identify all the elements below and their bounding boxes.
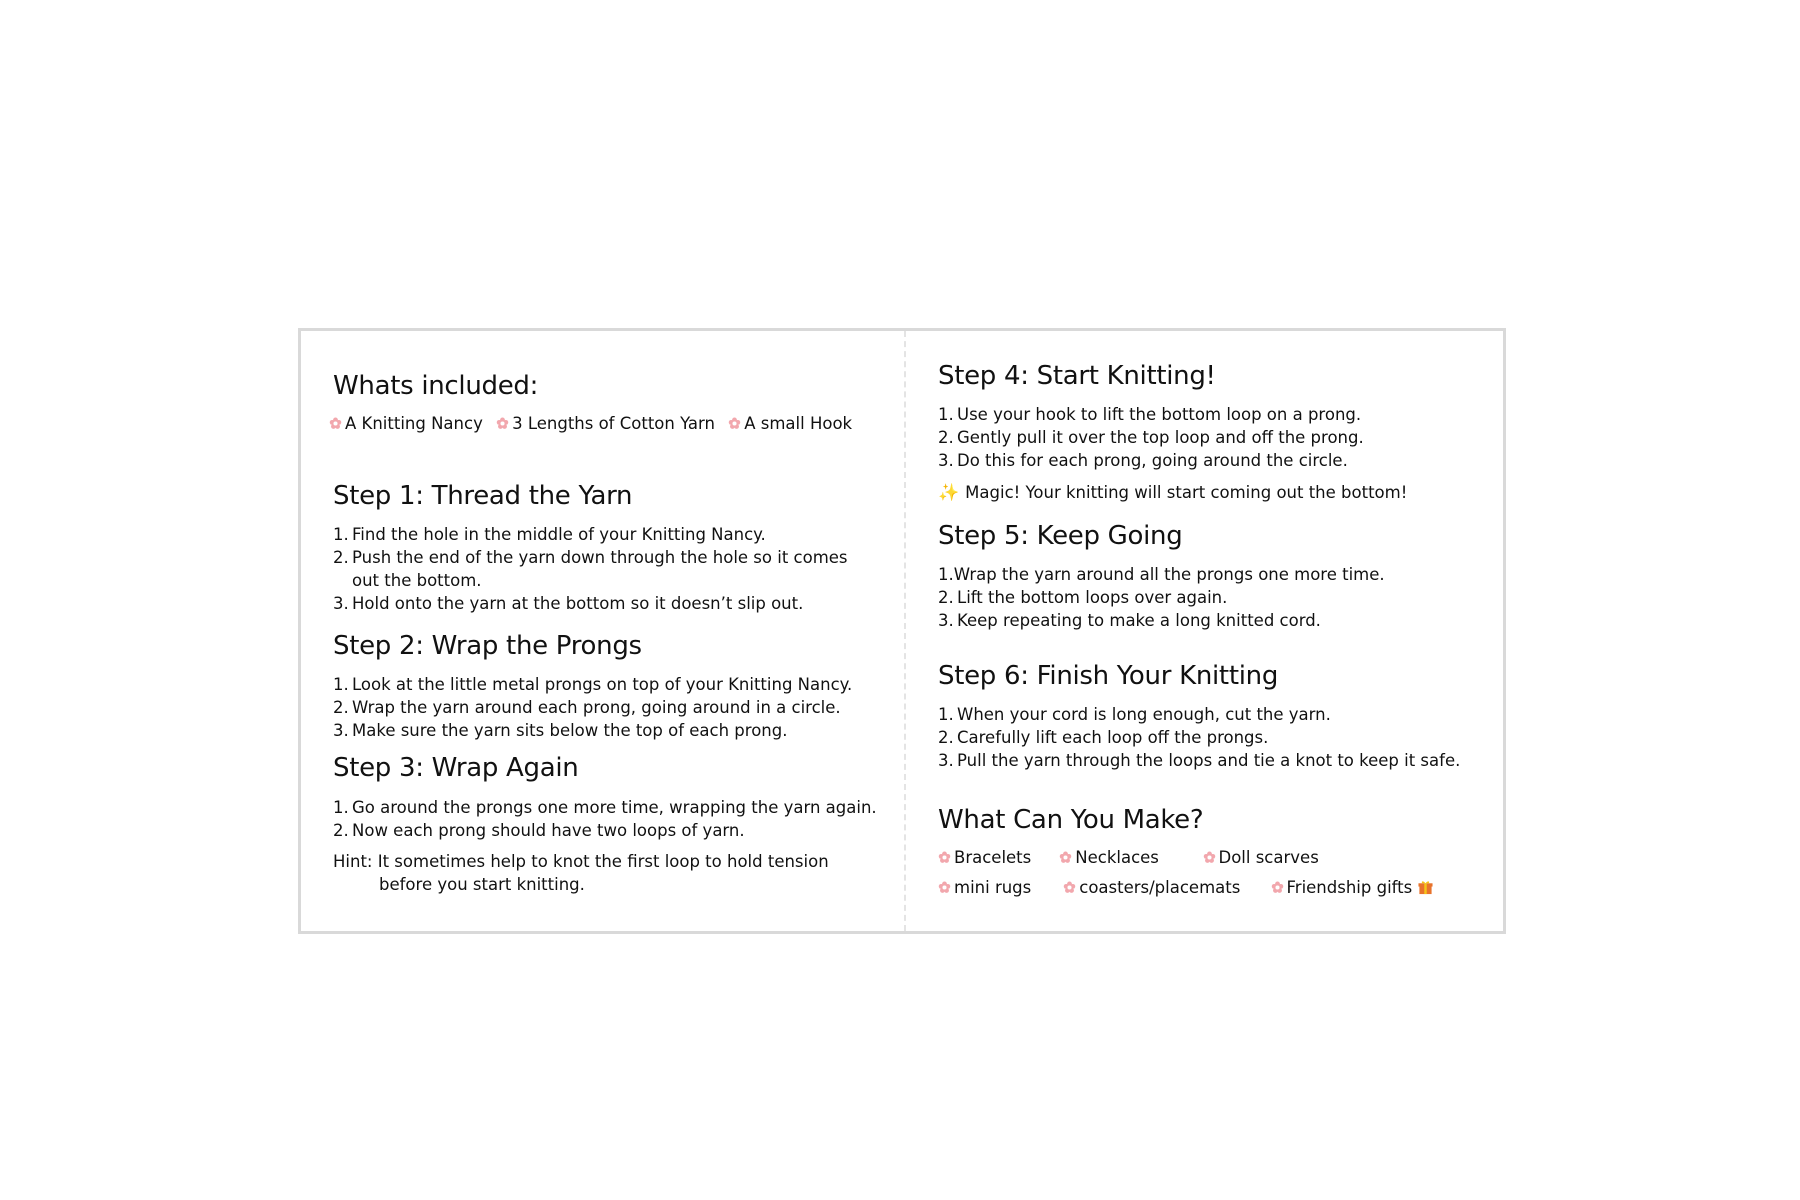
- flower-icon: [1063, 881, 1076, 894]
- make-item: Bracelets: [938, 847, 1054, 869]
- fold-line: [904, 331, 906, 931]
- list-item: 2. Push the end of the yarn down through the hole so it comes out the bottom.: [333, 548, 848, 590]
- list-item: 1. Look at the little metal prongs on top of your Knitting Nancy.: [333, 675, 853, 694]
- step3-title: Step 3: Wrap Again: [333, 753, 579, 783]
- included-item: A Knitting Nancy: [329, 413, 483, 435]
- make-item: mini rugs: [938, 877, 1058, 899]
- magic-note: ✨ Magic! Your knitting will start coming out the bottom!: [938, 483, 1408, 503]
- list-item: 2. Wrap the yarn around each prong, going around in a circle.: [333, 698, 841, 717]
- make-item: Friendship gifts: [1271, 877, 1434, 899]
- list-item: 1. Go around the prongs one more time, wrapping the yarn again.: [333, 798, 877, 817]
- list-item: 2. Gently pull it over the top loop and off the prong.: [938, 428, 1364, 447]
- step1-title: Step 1: Thread the Yarn: [333, 481, 633, 511]
- flower-icon: [329, 417, 342, 430]
- step5-list: [938, 563, 1385, 632]
- list-item: 1. Find the hole in the middle of your Knitting Nancy.: [333, 525, 766, 544]
- make-item: Doll scarves: [1203, 847, 1319, 869]
- step6-title: Step 6: Finish Your Knitting: [938, 661, 1279, 691]
- make-title: What Can You Make?: [938, 805, 1204, 835]
- make-item: coasters/placemats: [1063, 877, 1265, 899]
- flower-icon: [1271, 881, 1284, 894]
- list-item: 3. Hold onto the yarn at the bottom so it doesn’t slip out.: [333, 594, 804, 613]
- step5-title: Step 5: Keep Going: [938, 521, 1183, 551]
- included-title: Whats included:: [333, 371, 539, 401]
- list-item: 2. Lift the bottom loops over again.: [938, 588, 1228, 607]
- step2-title: Step 2: Wrap the Prongs: [333, 631, 642, 661]
- included-item: A small Hook: [728, 413, 852, 435]
- included-item: 3 Lengths of Cotton Yarn: [496, 413, 715, 435]
- step4-title: Step 4: Start Knitting!: [938, 361, 1216, 391]
- step6-list: [938, 703, 1460, 772]
- flower-icon: [1059, 851, 1072, 864]
- list-item: 3. Keep repeating to make a long knitted cord.: [938, 611, 1321, 630]
- make-row-2: [938, 877, 1433, 899]
- flower-icon: [496, 417, 509, 430]
- make-row-1: [938, 847, 1319, 869]
- flower-icon: [1203, 851, 1216, 864]
- list-item: 3. Make sure the yarn sits below the top of each prong.: [333, 721, 788, 740]
- list-item: 1. When your cord is long enough, cut the yarn.: [938, 705, 1331, 724]
- list-item: 3. Pull the yarn through the loops and tie a knot to keep it safe.: [938, 751, 1461, 770]
- flower-icon: [938, 851, 951, 864]
- list-item: 1.Wrap the yarn around all the prongs one more time.: [938, 565, 1385, 584]
- flower-icon: [938, 881, 951, 894]
- flower-icon: [728, 417, 741, 430]
- sparkles-icon: ✨: [938, 483, 960, 503]
- list-item: 2. Now each prong should have two loops of yarn.: [333, 821, 745, 840]
- instruction-card: [298, 328, 1506, 934]
- step1-list: [333, 523, 872, 615]
- step3-list: [333, 796, 877, 842]
- list-item: 2. Carefully lift each loop off the prongs.: [938, 728, 1269, 747]
- list-item: 3. Do this for each prong, going around the circle.: [938, 451, 1348, 470]
- list-item: 1. Use your hook to lift the bottom loop on a prong.: [938, 405, 1362, 424]
- step2-list: [333, 673, 852, 742]
- hint-text: Hint: It sometimes help to knot the first loop to hold tension before you start knitting.: [333, 852, 829, 894]
- gift-icon: [1418, 880, 1433, 895]
- make-item: Necklaces: [1059, 847, 1197, 869]
- included-list: [329, 413, 852, 435]
- step4-list: [938, 403, 1364, 472]
